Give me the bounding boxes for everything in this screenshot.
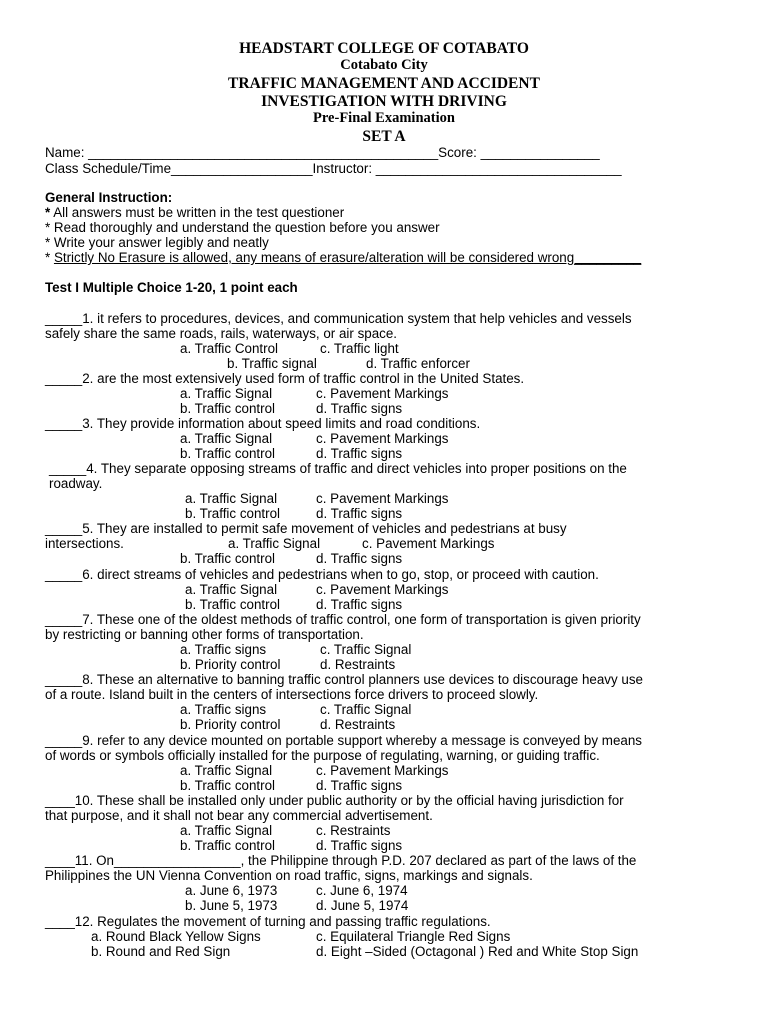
q12-option-d: d. Eight –Sided (Octagonal ) Red and White Stop Sign bbox=[316, 944, 639, 959]
instruction-4 bbox=[45, 250, 641, 265]
q6-option-c: c. Pavement Markings bbox=[316, 582, 449, 597]
q5-option-a: a. Traffic Signal bbox=[228, 536, 321, 551]
name-score-field: Name: _______________________________________________Score: ________________ bbox=[45, 145, 600, 160]
q7-option-d: d. Restraints bbox=[320, 657, 396, 672]
course-title-line1: TRAFFIC MANAGEMENT AND ACCIDENT bbox=[228, 75, 540, 92]
q7-option-a: a. Traffic signs bbox=[180, 642, 267, 657]
q9-option-d: d. Traffic signs bbox=[316, 778, 403, 793]
q9-option-b: b. Traffic control bbox=[180, 778, 276, 793]
q5-option-b: b. Traffic control bbox=[180, 551, 276, 566]
question-11: ____11. On_________________, the Philippine through P.D. 207 declared as part of the laws of the bbox=[45, 853, 637, 868]
question-8-cont: of a route. Island built in the centers of intersections force drivers to proceed slowly. bbox=[45, 687, 539, 702]
q3-option-b: b. Traffic control bbox=[180, 446, 276, 461]
q1-option-d: d. Traffic enforcer bbox=[366, 356, 470, 371]
q2-option-b: b. Traffic control bbox=[180, 401, 276, 416]
question-9-cont: of words or symbols officially installed for the purpose of regulating, warning, or guiding traffic. bbox=[45, 748, 600, 763]
q12-option-b: b. Round and Red Sign bbox=[91, 944, 231, 959]
question-2: _____2. are the most extensively used form of traffic control in the United States. bbox=[45, 371, 525, 386]
q7-option-b: b. Priority control bbox=[180, 657, 281, 672]
q8-option-b: b. Priority control bbox=[180, 717, 281, 732]
question-8: _____8. These an alternative to banning traffic control planners use devices to discourage heavy use bbox=[45, 672, 644, 687]
q11-option-d: d. June 5, 1974 bbox=[316, 898, 409, 913]
q5-option-d: d. Traffic signs bbox=[316, 551, 403, 566]
set-label: SET A bbox=[362, 128, 406, 145]
instruction-1 bbox=[45, 205, 344, 220]
q10-option-c: c. Restraints bbox=[316, 823, 391, 838]
q1-option-a: a. Traffic Control bbox=[180, 341, 278, 356]
q3-option-d: d. Traffic signs bbox=[316, 446, 403, 461]
test-title: Test I Multiple Choice 1-20, 1 point each bbox=[45, 280, 298, 295]
instruction-3: * Write your answer legibly and neatly bbox=[45, 235, 269, 250]
question-9: _____9. refer to any device mounted on portable support whereby a message is conveyed by means bbox=[45, 733, 642, 748]
question-6: _____6. direct streams of vehicles and pedestrians when to go, stop, or proceed with caution. bbox=[45, 567, 599, 582]
q8-option-a: a. Traffic signs bbox=[180, 702, 267, 717]
question-5-cont: intersections. bbox=[45, 536, 124, 551]
q9-option-c: c. Pavement Markings bbox=[316, 763, 449, 778]
q12-option-a: a. Round Black Yellow Signs bbox=[91, 929, 261, 944]
q10-option-d: d. Traffic signs bbox=[316, 838, 403, 853]
q2-option-c: c. Pavement Markings bbox=[316, 386, 449, 401]
q4-option-b: b. Traffic control bbox=[185, 506, 281, 521]
instruction-star: * bbox=[45, 205, 51, 220]
q10-option-b: b. Traffic control bbox=[180, 838, 276, 853]
q4-option-d: d. Traffic signs bbox=[316, 506, 403, 521]
college-title: HEADSTART COLLEGE OF COTABATO bbox=[239, 40, 529, 57]
instruction-1-text: All answers must be written in the test questioner bbox=[50, 205, 345, 220]
q2-option-a: a. Traffic Signal bbox=[180, 386, 273, 401]
exam-title: Pre-Final Examination bbox=[313, 110, 455, 126]
question-10: ____10. These shall be installed only under public authority or by the official having jurisdiction for bbox=[45, 793, 624, 808]
q12-option-c: c. Equilateral Triangle Red Signs bbox=[316, 929, 511, 944]
q7-option-c: c. Traffic Signal bbox=[320, 642, 412, 657]
question-7-cont: by restricting or banning other forms of transportation. bbox=[45, 627, 364, 642]
q10-option-a: a. Traffic Signal bbox=[180, 823, 273, 838]
q9-option-a: a. Traffic Signal bbox=[180, 763, 273, 778]
city-line: Cotabato City bbox=[340, 57, 428, 73]
question-1-cont: safely share the same roads, rails, waterways, or air space. bbox=[45, 326, 398, 341]
instruction-4-text: Strictly No Erasure is allowed, any means of erasure/alteration will be considered wrong_________ bbox=[53, 250, 642, 265]
q6-option-b: b. Traffic control bbox=[185, 597, 281, 612]
q11-option-b: b. June 5, 1973 bbox=[185, 898, 278, 913]
question-4-cont: roadway. bbox=[49, 476, 103, 491]
q1-option-b: b. Traffic signal bbox=[227, 356, 317, 371]
question-5: _____5. They are installed to permit safe movement of vehicles and pedestrians at busy bbox=[45, 521, 567, 536]
q1-option-c: c. Traffic light bbox=[320, 341, 399, 356]
q6-option-a: a. Traffic Signal bbox=[185, 582, 278, 597]
question-11-cont: Philippines the UN Vienna Convention on road traffic, signs, markings and signals. bbox=[45, 868, 533, 883]
question-1: _____1. it refers to procedures, devices, and communication system that help vehicles and vessels bbox=[45, 311, 632, 326]
question-3: _____3. They provide information about speed limits and road conditions. bbox=[45, 416, 481, 431]
course-title-line2: INVESTIGATION WITH DRIVING bbox=[261, 93, 507, 110]
q8-option-d: d. Restraints bbox=[320, 717, 396, 732]
q4-option-a: a. Traffic Signal bbox=[185, 491, 278, 506]
schedule-instructor-field: Class Schedule/Time___________________Instructor: _________________________________ bbox=[45, 161, 622, 176]
q2-option-d: d. Traffic signs bbox=[316, 401, 403, 416]
q5-option-c: c. Pavement Markings bbox=[362, 536, 495, 551]
q6-option-d: d. Traffic signs bbox=[316, 597, 403, 612]
q3-option-c: c. Pavement Markings bbox=[316, 431, 449, 446]
q3-option-a: a. Traffic Signal bbox=[180, 431, 273, 446]
q8-option-c: c. Traffic Signal bbox=[320, 702, 412, 717]
q11-option-c: c. June 6, 1974 bbox=[316, 883, 408, 898]
question-10-cont: that purpose, and it shall not bear any commercial advertisement. bbox=[45, 808, 433, 823]
instruction-title: General Instruction: bbox=[45, 190, 173, 205]
q11-option-a: a. June 6, 1973 bbox=[185, 883, 278, 898]
question-4: _____4. They separate opposing streams of traffic and direct vehicles into proper positions on the bbox=[49, 461, 627, 476]
question-7: _____7. These one of the oldest methods of traffic control, one form of transportation is given priority bbox=[45, 612, 641, 627]
q4-option-c: c. Pavement Markings bbox=[316, 491, 449, 506]
question-12: ____12. Regulates the movement of turning and passing traffic regulations. bbox=[45, 914, 491, 929]
instruction-2: * Read thoroughly and understand the question before you answer bbox=[45, 220, 440, 235]
instruction-4-prefix: * bbox=[45, 250, 54, 265]
